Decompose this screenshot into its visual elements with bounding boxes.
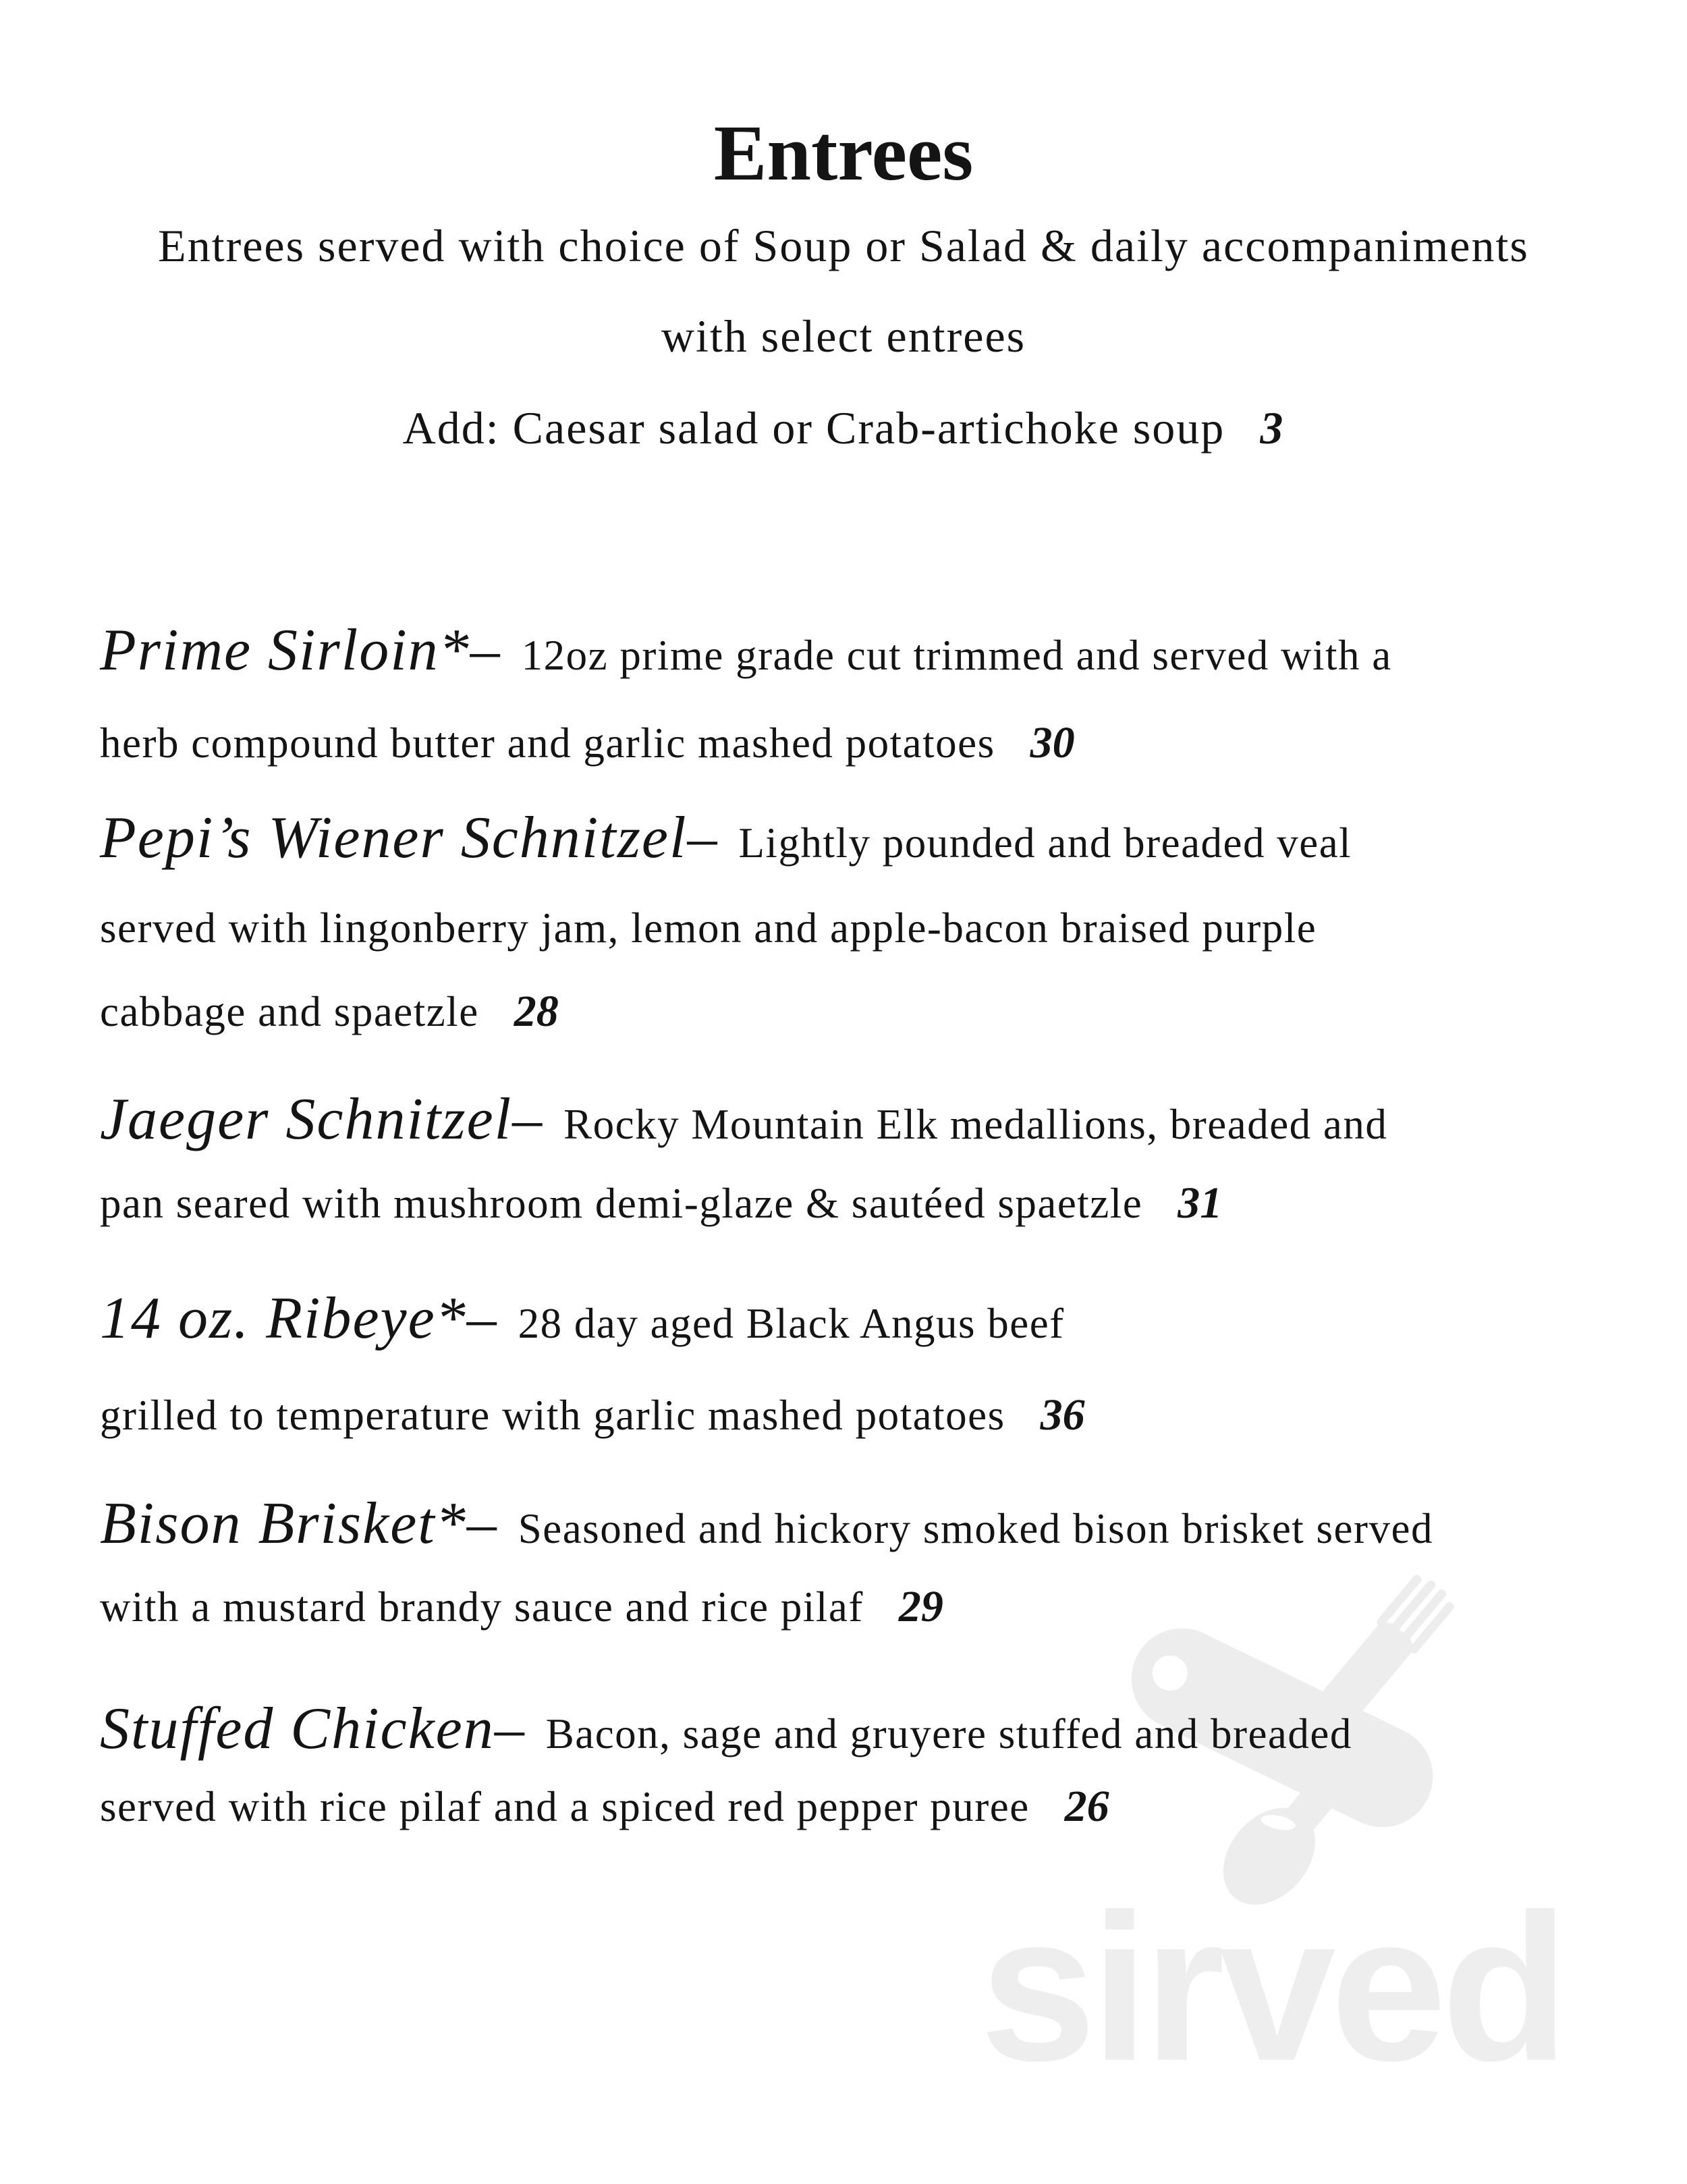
menu-subtitle-line1: Entrees served with choice of Soup or Salad & daily accompaniments: [158, 220, 1529, 271]
addon-price: 3: [1260, 402, 1285, 454]
menu-item-ribeye-line2: [100, 1390, 1085, 1440]
menu-item-wiener-schnitzel-line3: [100, 989, 559, 1034]
menu-item-stuffed-chicken: [100, 1696, 1352, 1762]
page-title: Entrees: [713, 109, 974, 197]
item-description-line: 28 day aged Black Angus beef: [518, 1300, 1065, 1347]
menu-item-wiener-schnitzel: [100, 805, 1352, 871]
item-description-line: served with lingonberry jam, lemon and apple-bacon braised purple: [100, 904, 1317, 952]
addon-text: Add: Caesar salad or Crab-artichoke soup: [402, 402, 1225, 454]
menu-item-wiener-schnitzel-line2: [100, 904, 1317, 952]
item-description-line: served with rice pilaf and a spiced red pepper puree: [100, 1783, 1030, 1830]
item-description-line: Rocky Mountain Elk medallions, breaded and: [563, 1101, 1388, 1148]
menu-item-bison-brisket: [100, 1491, 1433, 1556]
item-name: 14 oz. Ribeye: [100, 1286, 436, 1351]
menu-item-prime-sirloin-line2: [100, 718, 1075, 767]
item-name: Stuffed Chicken: [100, 1696, 495, 1762]
menu-item-bison-brisket-line2: [100, 1582, 943, 1631]
item-marker: –: [494, 1696, 526, 1762]
item-description-line: Bacon, sage and gruyere stuffed and breaded: [545, 1710, 1352, 1757]
item-price: 29: [898, 1582, 943, 1631]
item-description-line: Lightly pounded and breaded veal: [738, 819, 1352, 867]
item-description-line: 12oz prime grade cut trimmed and served with a: [521, 632, 1392, 679]
item-name: Jaeger Schnitzel: [100, 1087, 513, 1152]
addon-line: [0, 402, 1687, 454]
item-name: Prime Sirloin: [100, 618, 439, 683]
menu-item-jaeger-schnitzel: [100, 1087, 1388, 1152]
item-price: 28: [514, 987, 559, 1036]
item-description-line: pan seared with mushroom demi-glaze & sautéed spaetzle: [100, 1180, 1143, 1227]
item-marker: –: [687, 805, 719, 871]
item-description-line: cabbage and spaetzle: [100, 988, 479, 1035]
item-marker: –: [512, 1087, 544, 1152]
item-price: 31: [1178, 1178, 1223, 1228]
item-name: Pepi’s Wiener Schnitzel: [100, 805, 688, 871]
menu-item-prime-sirloin: [100, 618, 1392, 683]
menu-item-jaeger-schnitzel-line2: [100, 1178, 1223, 1228]
item-description-line: with a mustard brandy sauce and rice pilaf: [100, 1583, 864, 1631]
item-description-line: herb compound butter and garlic mashed potatoes: [100, 719, 995, 767]
item-description-line: Seasoned and hickory smoked bison brisket served: [518, 1505, 1433, 1552]
item-marker: *–: [435, 1286, 498, 1351]
item-price: 26: [1064, 1782, 1109, 1831]
menu-subtitle-line2: with select entrees: [661, 310, 1026, 362]
item-marker: *–: [439, 618, 501, 683]
item-description-line: grilled to temperature with garlic mashed potatoes: [100, 1392, 1005, 1439]
sirved-watermark: sirved: [980, 1870, 1564, 2104]
item-marker: *–: [435, 1491, 498, 1556]
item-name: Bison Brisket: [100, 1491, 436, 1556]
item-price: 30: [1030, 718, 1075, 767]
item-price: 36: [1040, 1390, 1085, 1440]
menu-item-stuffed-chicken-line2: [100, 1784, 1109, 1829]
menu-item-ribeye: [100, 1286, 1065, 1351]
